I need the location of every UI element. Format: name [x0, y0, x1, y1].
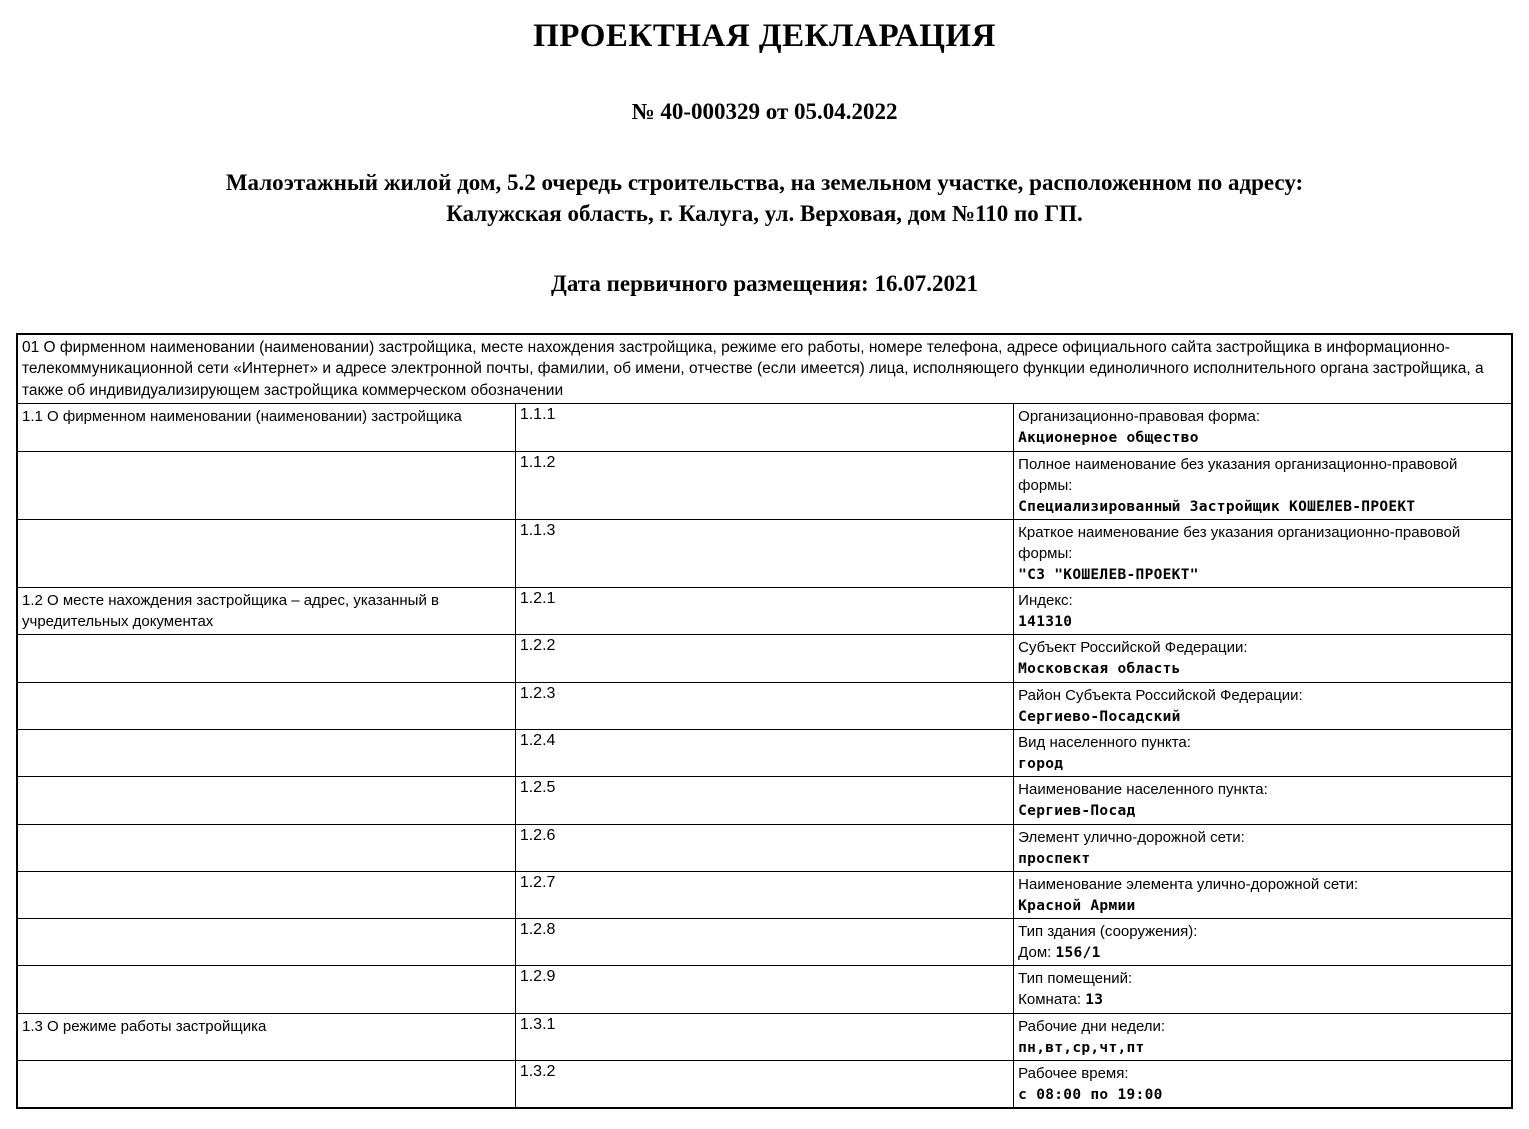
row-number: 1.3.1	[515, 1013, 1013, 1060]
row-content	[1014, 519, 1512, 587]
row-content	[1014, 966, 1512, 1013]
row-content	[1014, 871, 1512, 918]
row-number: 1.2.2	[515, 635, 1013, 682]
field-value	[1018, 989, 1507, 1010]
table-row	[17, 824, 1512, 871]
table-row	[17, 404, 1512, 451]
field-label: Район Субъекта Российской Федерации:	[1018, 686, 1303, 704]
field-value-text: Специализированный Застройщик КОШЕЛЕВ-ПРОЕКТ	[1018, 498, 1416, 515]
field-label: Элемент улично-дорожной сети:	[1018, 828, 1245, 846]
row-content	[1014, 1013, 1512, 1060]
row-content	[1014, 635, 1512, 682]
declaration-table	[16, 333, 1513, 1109]
row-number: 1.2.8	[515, 919, 1013, 966]
row-number: 1.1.1	[515, 404, 1013, 451]
field-value	[1018, 1037, 1507, 1058]
row-group-label: 1.3 О режиме работы застройщика	[17, 1013, 515, 1060]
row-content	[1014, 451, 1512, 519]
field-label: Краткое наименование без указания организационно-правовой формы:	[1018, 523, 1461, 562]
table-row	[17, 730, 1512, 777]
row-content	[1014, 824, 1512, 871]
field-value	[1018, 496, 1507, 517]
field-label: Индекс:	[1018, 592, 1073, 610]
field-value-text: Акционерное общество	[1018, 430, 1199, 447]
row-content	[1014, 730, 1512, 777]
row-number: 1.1.2	[515, 451, 1013, 519]
field-label: Тип помещений:	[1018, 970, 1133, 988]
field-value-text: 156/1	[1055, 945, 1101, 962]
field-value-text: с 08:00 по 19:00	[1018, 1087, 1163, 1104]
row-group-label	[17, 730, 515, 777]
row-group-label	[17, 777, 515, 824]
project-address-line1: Малоэтажный жилой дом, 5.2 очередь строительства, на земельном участке, расположенном по адресу:	[225, 170, 1304, 195]
field-label: Вид населенного пункта:	[1018, 734, 1191, 751]
project-address	[56, 167, 1473, 229]
field-value-text: 141310	[1018, 614, 1073, 631]
row-group-label: 1.1 О фирменном наименовании (наименовании) застройщика	[17, 404, 515, 451]
row-number: 1.2.4	[515, 730, 1013, 777]
field-value	[1018, 706, 1507, 727]
row-content	[1014, 777, 1512, 824]
field-label: Рабочее время:	[1018, 1065, 1129, 1083]
field-value-text: Московская область	[1018, 661, 1181, 678]
field-value	[1018, 848, 1507, 869]
field-label: Наименование элемента улично-дорожной сети:	[1018, 875, 1359, 893]
field-value-text: Сергиево-Посадский	[1018, 708, 1181, 725]
field-value	[1018, 658, 1507, 679]
table-row	[17, 871, 1512, 918]
row-number: 1.2.1	[515, 588, 1013, 635]
field-value-text: город	[1018, 756, 1064, 772]
table-row	[17, 682, 1512, 729]
row-content	[1014, 404, 1512, 451]
field-value-text: проспект	[1018, 850, 1091, 867]
row-content	[1014, 588, 1512, 635]
row-group-label	[17, 451, 515, 519]
table-row	[17, 1061, 1512, 1109]
field-label: Рабочие дни недели:	[1018, 1017, 1166, 1035]
row-number: 1.2.7	[515, 871, 1013, 918]
row-group-label: 1.2 О месте нахождения застройщика – адрес, указанный в учредительных документах	[17, 588, 515, 635]
row-group-label	[17, 635, 515, 682]
field-value-text: пн,вт,ср,чт,пт	[1018, 1039, 1145, 1056]
section-header-row	[17, 334, 1512, 404]
field-value	[1018, 427, 1507, 448]
field-value-text: Сергиев-Посад	[1018, 803, 1136, 820]
field-value-prefix: Дом:	[1018, 944, 1056, 962]
field-label: Наименование населенного пункта:	[1018, 781, 1268, 799]
field-label: Субъект Российской Федерации:	[1018, 639, 1248, 657]
field-value-prefix: Комната:	[1018, 991, 1086, 1009]
declaration-number: № 40-000329 от 05.04.2022	[631, 99, 898, 124]
row-number: 1.1.3	[515, 519, 1013, 587]
field-label: Тип здания (сооружения):	[1018, 923, 1198, 941]
field-value	[1018, 942, 1507, 963]
field-value	[1018, 895, 1507, 916]
row-group-label	[17, 966, 515, 1013]
table-row	[17, 1013, 1512, 1060]
declaration-table-body	[17, 334, 1512, 1108]
field-value	[1018, 800, 1507, 821]
table-row	[17, 635, 1512, 682]
table-row	[17, 919, 1512, 966]
row-content	[1014, 1061, 1512, 1109]
field-value	[1018, 564, 1507, 585]
row-number: 1.2.9	[515, 966, 1013, 1013]
page-title: ПРОЕКТНАЯ ДЕКЛАРАЦИЯ	[533, 18, 996, 54]
row-number: 1.3.2	[515, 1061, 1013, 1109]
section-01-header: 01 О фирменном наименовании (наименовании) застройщика, месте нахождения застройщика, режиме его работы, номере телефона, адресе официального сайта застройщика в информационно-телекоммуникационной сети «Интернет» и адресе электронной почты, фамилии, об имени, отчестве (если имеется) лица, исполняющего функции единоличного исполнительного органа застройщика, а также об индивидуализирующем застройщика коммерческом обозначении	[17, 334, 1512, 404]
row-number: 1.2.5	[515, 777, 1013, 824]
row-group-label	[17, 519, 515, 587]
row-group-label	[17, 682, 515, 729]
row-content	[1014, 682, 1512, 729]
row-group-label	[17, 871, 515, 918]
field-label: Полное наименование без указания организационно-правовой формы:	[1018, 455, 1458, 494]
row-group-label	[17, 1061, 515, 1109]
table-row	[17, 519, 1512, 587]
table-row	[17, 966, 1512, 1013]
field-label: Организационно-правовая форма:	[1018, 408, 1260, 426]
row-group-label	[17, 824, 515, 871]
field-value-text: Красной Армии	[1018, 897, 1136, 914]
table-row	[17, 451, 1512, 519]
project-address-line2: Калужская область, г. Калуга, ул. Верховая, дом №110 по ГП.	[446, 201, 1083, 227]
field-value	[1018, 1084, 1507, 1105]
first-placement-date: Дата первичного размещения: 16.07.2021	[551, 271, 978, 297]
row-number: 1.2.3	[515, 682, 1013, 729]
row-number: 1.2.6	[515, 824, 1013, 871]
table-row	[17, 777, 1512, 824]
field-value	[1018, 753, 1507, 774]
field-value-text: 13	[1085, 992, 1104, 1009]
field-value-text: "СЗ "КОШЕЛЕВ-ПРОЕКТ"	[1018, 566, 1199, 583]
row-content	[1014, 919, 1512, 966]
field-value	[1018, 611, 1507, 632]
row-group-label	[17, 919, 515, 966]
table-row	[17, 588, 1512, 635]
